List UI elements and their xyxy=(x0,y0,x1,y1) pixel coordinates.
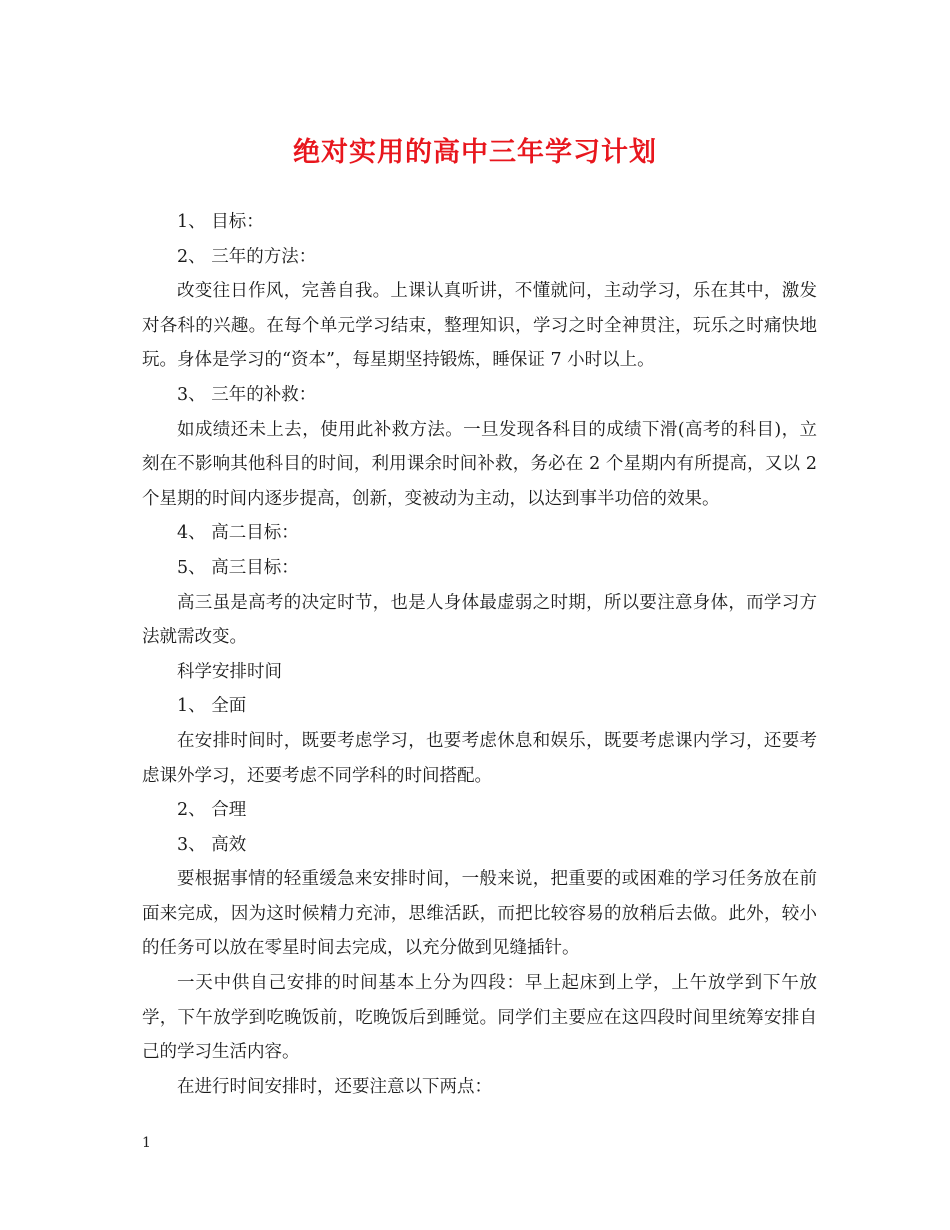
paragraph-efficient-body: 要根据事情的轻重缓急来安排时间，一般来说，把重要的或困难的学习任务放在前面来完成，因为这时候精力充沛，思维活跃，而把比较容易的放稍后去做。此外，较小的任务可以放在零星时间去完成，以充分做到见缝插针。 xyxy=(142,869,817,959)
paragraph-comprehensive-body: 在安排时间时，既要考虑学习，也要考虑休息和娱乐，既要考虑课内学习，还要考虑课外学习，还要考虑不同学科的时间搭配。 xyxy=(142,730,817,786)
paragraph-grade3-body: 高三虽是高考的决定时节，也是人身体最虚弱之时期，所以要注意身体，而学习方法就需改变。 xyxy=(142,592,817,648)
paragraph-grade2-goal: 4、 高二目标： xyxy=(177,523,299,544)
paragraph-methods-body: 改变往日作风，完善自我。上课认真听讲，不懂就问，主动学习，乐在其中，激发对各科的兴趣。在每个单元学习结束，整理知识，学习之时全神贯注，玩乐之时痛快地玩。身体是学习的“资本”，每星期坚持锻炼，睡保证 7 小时以上。 xyxy=(142,281,817,371)
paragraph-two-points: 在进行时间安排时，还要注意以下两点： xyxy=(177,1076,492,1097)
paragraph-remedy-heading: 3、 三年的补救： xyxy=(177,384,317,405)
page-number: 1 xyxy=(142,1135,151,1151)
paragraph-goal: 1、 目标： xyxy=(177,212,264,232)
paragraph-daily-schedule: 一天中供自己安排的时间基本上分为四段：早上起床到上学，上午放学到下午放学，下午放学到吃晚饭前，吃晚饭后到睡觉。同学们主要应在这四段时间里统筹安排自己的学习生活内容。 xyxy=(142,973,817,1063)
paragraph-reasonable-heading: 2、 合理 xyxy=(177,800,247,821)
document-body xyxy=(142,205,817,1104)
paragraph-remedy-body: 如成绩还未上去，使用此补救方法。一旦发现各科目的成绩下滑(高考的科目)，立刻在不影响其他科目的时间，利用课余时间补救，务必在 2 个星期内有所提高，又以 2 个星期的时间内逐步提高，创新，变被动为主动，以达到事半功倍的效果。 xyxy=(142,419,817,509)
section-heading-time: 科学安排时间 xyxy=(177,661,282,682)
paragraph-efficient-heading: 3、 高效 xyxy=(177,834,247,855)
paragraph-comprehensive-heading: 1、 全面 xyxy=(177,696,247,717)
paragraph-grade3-goal: 5、 高三目标： xyxy=(177,557,299,578)
document-title: 绝对实用的高中三年学习计划 xyxy=(293,137,657,168)
paragraph-methods-heading: 2、 三年的方法： xyxy=(177,246,317,267)
